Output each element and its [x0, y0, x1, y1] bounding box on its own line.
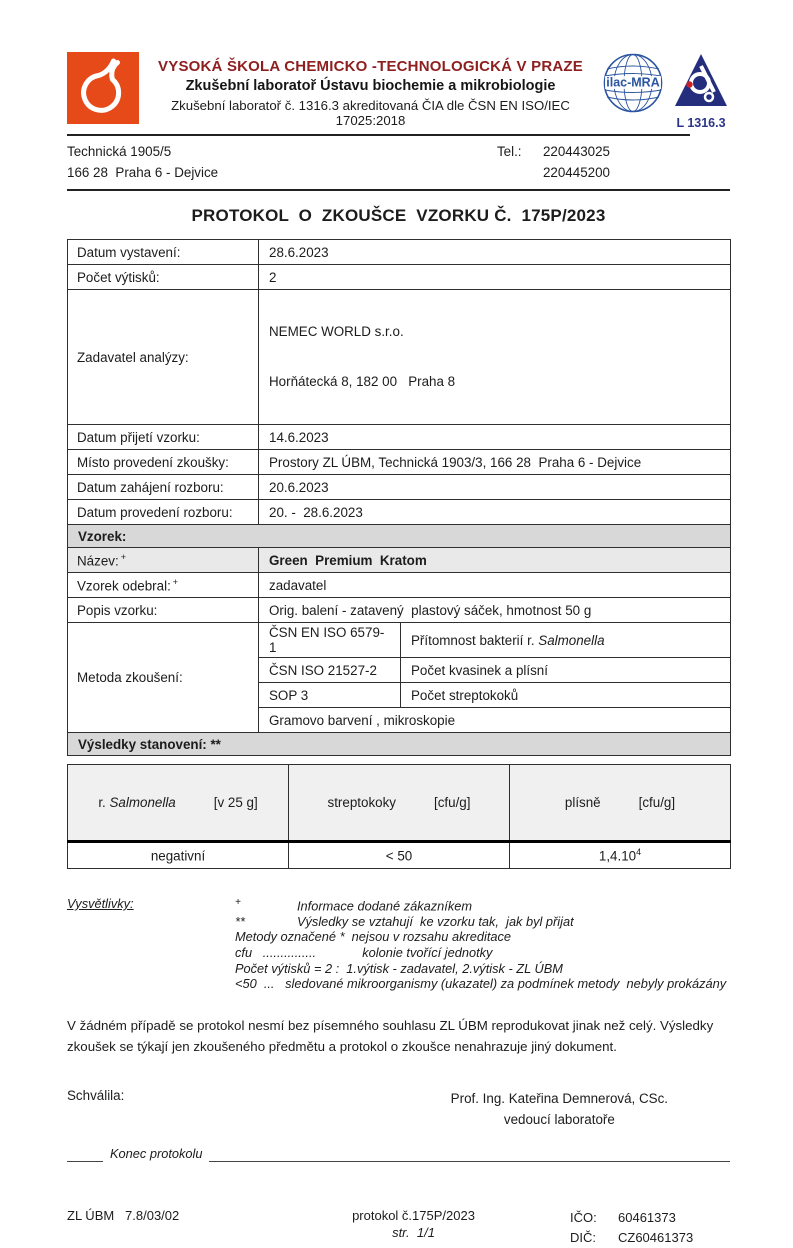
end-of-protocol-label: Konec protokolu — [110, 1145, 203, 1161]
signature-line-long — [209, 1145, 730, 1162]
approved-by-label: Schválila: — [67, 1087, 125, 1103]
approval-block — [67, 1088, 730, 1130]
table-row — [68, 548, 731, 573]
field-label: Popis vzorku: — [68, 598, 259, 623]
field-label: Datum provedení rozboru: — [68, 500, 259, 525]
field-value: 20. - 28.6.2023 — [259, 500, 731, 525]
footnotes-block — [67, 895, 730, 992]
section-header-vysledky — [68, 733, 731, 756]
footnote-line: ** Výsledky se vztahují ke vzorku tak, jak byl přijat — [235, 913, 574, 929]
results-header-row — [68, 765, 731, 842]
footer-page-number: str. 1/1 — [392, 1224, 435, 1240]
result-value: < 50 — [289, 842, 510, 869]
results-value-row — [68, 842, 731, 869]
field-value: Orig. balení - zatavený plastový sáček, hmotnost 50 g — [259, 598, 731, 623]
field-label: Počet výtisků: — [68, 265, 259, 290]
address-city: 166 28 Praha 6 - Dejvice — [67, 165, 219, 180]
page-title: PROTOKOL O ZKOUŠCE VZORKU Č. 175P/2023 — [191, 206, 606, 225]
method-extra: Gramovo barvení , mikroskopie — [259, 708, 731, 733]
tel-label: Tel.: — [496, 144, 522, 159]
footnote-line: Metody označené * nejsou v rozsahu akreditace — [235, 929, 512, 945]
footnote-marker: + — [120, 551, 126, 562]
field-label: Místo provedení zkoušky: — [68, 450, 259, 475]
approver-role: vedoucí laboratoře — [503, 1111, 615, 1127]
section-title: Vzorek: — [68, 525, 731, 548]
tel-number-1: 220443025 — [542, 144, 610, 159]
method-description: Přítomnost bakterií r. Salmonella — [401, 623, 731, 658]
header-divider-bottom — [67, 189, 730, 191]
method-row — [68, 623, 731, 658]
table-row — [68, 240, 731, 265]
protocol-info-table — [67, 239, 731, 756]
method-description: Počet kvasinek a plísní — [401, 658, 731, 683]
table-row — [68, 500, 731, 525]
accreditation-line: Zkušební laboratoř č. 1316.3 akreditovaná ČIA dle ČSN EN ISO/IEC 17025:2018 — [171, 98, 574, 128]
field-value: Prostory ZL ÚBM, Technická 1903/3, 166 28 Praha 6 - Dejvice — [259, 450, 731, 475]
ico-label: IČO: — [570, 1209, 597, 1225]
result-value: negativní — [68, 842, 289, 869]
accreditation-logos — [602, 52, 730, 130]
svg-text:ilac-MRA: ilac-MRA — [606, 75, 660, 90]
page-footer — [67, 1208, 730, 1248]
footnote-lines — [235, 895, 730, 992]
table-row — [68, 290, 731, 425]
table-row — [68, 265, 731, 290]
dic-label: DIČ: — [570, 1229, 596, 1245]
table-row — [68, 598, 731, 623]
field-label: Metoda zkoušení: — [68, 623, 259, 733]
footnote-line: Počet výtisků = 2 : 1.výtisk - zadavatel, 2.výtisk - ZL ÚBM — [235, 960, 563, 976]
section-header-vzorek — [68, 525, 731, 548]
approver — [451, 1088, 668, 1130]
field-label: Datum přijetí vzorku: — [68, 425, 259, 450]
field-label: Název: + — [68, 548, 259, 573]
cia-accreditation-icon — [672, 52, 730, 130]
address-block — [67, 136, 730, 189]
footnotes-label: Vysvětlivky: — [67, 896, 134, 911]
sample-name-value: Green Premium Kratom — [259, 548, 731, 573]
result-column-header: streptokoky [cfu/g] — [289, 765, 510, 842]
header-titles — [139, 52, 602, 128]
address-lines — [67, 141, 218, 183]
field-label: Vzorek odebral: + — [68, 573, 259, 598]
university-name: VYSOKÁ ŠKOLA CHEMICKO -TECHNOLOGICKÁ V PRAZE — [158, 58, 583, 75]
signature-line-short — [67, 1145, 103, 1162]
table-row — [68, 450, 731, 475]
method-code: ČSN ISO 21527-2 — [259, 658, 401, 683]
tel-number-2: 220445200 — [542, 165, 610, 180]
footnote-marker: + — [172, 576, 179, 587]
client-address: Horňátecká 8, 182 00 Praha 8 — [269, 374, 456, 389]
method-code: SOP 3 — [259, 683, 401, 708]
client-name: NEMEC WORLD s.r.o. — [269, 324, 404, 339]
footnote-line: + Informace dodané zákazníkem — [235, 897, 472, 914]
field-value: 2 — [259, 265, 731, 290]
cia-logo-label: L 1316.3 — [676, 116, 726, 130]
result-column-header: r. Salmonella [v 25 g] — [68, 765, 289, 842]
address-street: Technická 1905/5 — [67, 144, 172, 159]
field-label: Zadavatel analýzy: — [68, 290, 259, 425]
phone-block — [497, 141, 610, 183]
end-of-protocol-line — [67, 1145, 730, 1162]
footer-protocol-ref — [257, 1208, 570, 1248]
ilac-mra-icon — [602, 52, 664, 119]
footer-document-code: ZL ÚBM 7.8/03/02 — [67, 1207, 180, 1223]
footer-company-ids — [570, 1208, 730, 1248]
result-value: 1,4.10$^4$ — [510, 842, 731, 869]
legal-statement: V žádném případě se protokol nesmí bez písemného souhlasu ZL ÚBM reprodukovat jinak než celý. Výsledky zkoušek se týkají jen zkoušeného předmětu a protokol o zkoušce nenahrazuje jiný dokument. — [67, 1017, 714, 1054]
table-row — [68, 573, 731, 598]
field-label: Datum zahájení rozboru: — [68, 475, 259, 500]
header — [67, 52, 730, 130]
results-table — [67, 764, 731, 869]
field-value: zadavatel — [259, 573, 731, 598]
field-value: 14.6.2023 — [259, 425, 731, 450]
footnote-line: <50 ... sledované mikroorganismy (ukazatel) za podmínek metody nebyly prokázány — [235, 976, 727, 992]
method-code: ČSN EN ISO 6579-1 — [259, 623, 401, 658]
laboratory-name: Zkušební laboratoř Ústavu biochemie a mikrobiologie — [185, 78, 556, 94]
field-label: Datum vystavení: — [68, 240, 259, 265]
field-value: 28.6.2023 — [259, 240, 731, 265]
table-row — [68, 425, 731, 450]
vscht-logo-icon — [67, 52, 139, 129]
footer-protocol-number: protokol č.175P/2023 — [352, 1207, 475, 1223]
approver-name: Prof. Ing. Kateřina Demnerová, CSc. — [450, 1090, 668, 1106]
footnote-line: cfu ............... kolonie tvořící jednotky — [235, 945, 493, 961]
field-value: 20.6.2023 — [259, 475, 731, 500]
method-description: Počet streptokoků — [401, 683, 731, 708]
ico-value: 60461373 — [618, 1209, 676, 1225]
result-column-header: plísně [cfu/g] — [510, 765, 731, 842]
section-title: Výsledky stanovení: ** — [68, 733, 731, 756]
field-value — [259, 290, 731, 425]
table-row — [68, 475, 731, 500]
dic-value: CZ60461373 — [618, 1229, 694, 1245]
